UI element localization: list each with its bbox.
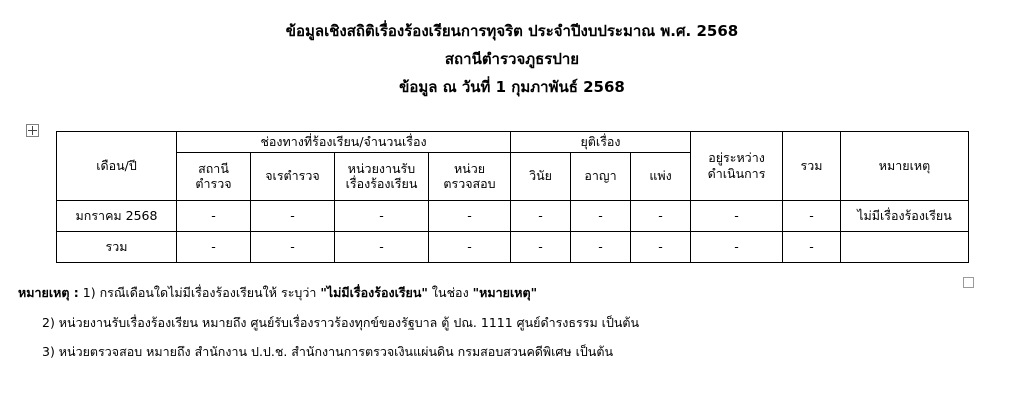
cell-month: มกราคม 2568 bbox=[57, 200, 177, 231]
cell-in-progress: - bbox=[691, 231, 783, 262]
statistics-table bbox=[56, 131, 969, 263]
table-row bbox=[57, 231, 969, 262]
cell-channel-station: - bbox=[177, 200, 251, 231]
header-closed-discipline: วินัย bbox=[511, 152, 571, 200]
table-row bbox=[57, 200, 969, 231]
page-subtitle-station: สถานีตำรวจภูธรปาย bbox=[444, 50, 580, 68]
document-title-block bbox=[0, 0, 1024, 95]
cell-closed-civil: - bbox=[631, 231, 691, 262]
header-in-progress-line2: ดำเนินการ bbox=[707, 165, 766, 181]
page-title: ข้อมูลเชิงสถิติเรื่องร้องเรียนการทุจริต ประจำปีงบประมาณ พ.ศ. 2568 bbox=[285, 22, 739, 40]
cell-channel-agency: - bbox=[335, 231, 429, 262]
table-move-handle-icon[interactable] bbox=[26, 124, 39, 137]
cell-remark: ไม่มีเรื่องร้องเรียน bbox=[841, 200, 969, 231]
header-channel-audit-line2: ตรวจสอบ bbox=[443, 176, 496, 192]
header-channel-audit-line1: หน่วย bbox=[453, 160, 486, 176]
cell-closed-civil: - bbox=[631, 200, 691, 231]
header-channel-agency-line1: หน่วยงานรับ bbox=[347, 160, 416, 176]
header-channel-group: ช่องทางที่ร้องเรียน/จำนวนเรื่อง bbox=[177, 132, 511, 153]
cell-channel-audit: - bbox=[429, 231, 511, 262]
cell-total: - bbox=[783, 231, 841, 262]
header-month: เดือน/ปี bbox=[57, 132, 177, 201]
cell-closed-criminal: - bbox=[571, 231, 631, 262]
header-channel-agency-line2: เรื่องร้องเรียน bbox=[345, 176, 418, 192]
note-line-3: 3) หน่วยตรวจสอบ หมายถึง สำนักงาน ป.ป.ช. สำนักงานการตรวจเงินแผ่นดิน กรมสอบสวนคดีพิเศษ เป็นต้น bbox=[42, 344, 613, 359]
header-remark: หมายเหตุ bbox=[841, 132, 969, 201]
cell-channel-station: - bbox=[177, 231, 251, 262]
header-closed-group: ยุติเรื่อง bbox=[511, 132, 691, 153]
cell-closed-criminal: - bbox=[571, 200, 631, 231]
cell-channel-inspector: - bbox=[251, 231, 335, 262]
header-channel-inspector: จเรตำรวจ bbox=[251, 152, 335, 200]
notes-section bbox=[18, 287, 998, 376]
note-line-1 bbox=[18, 287, 998, 300]
header-in-progress bbox=[691, 132, 783, 201]
notes-label: หมายเหตุ : bbox=[18, 285, 79, 300]
header-channel-station-line1: สถานี bbox=[198, 160, 229, 176]
cell-channel-agency: - bbox=[335, 200, 429, 231]
cell-month: รวม bbox=[57, 231, 177, 262]
note-1-emphasis-1: "ไม่มีเรื่องร้องเรียน" bbox=[320, 285, 428, 300]
cell-channel-inspector: - bbox=[251, 200, 335, 231]
note-1-emphasis-2: "หมายเหตุ" bbox=[472, 285, 538, 300]
note-1-text-a: 1) กรณีเดือนใดไม่มีเรื่องร้องเรียนให้ ระบุว่า bbox=[78, 285, 321, 300]
header-closed-criminal: อาญา bbox=[571, 152, 631, 200]
table-header-row-group bbox=[57, 132, 969, 153]
cell-total: - bbox=[783, 200, 841, 231]
cell-closed-discipline: - bbox=[511, 200, 571, 231]
cell-in-progress: - bbox=[691, 200, 783, 231]
cell-remark bbox=[841, 231, 969, 262]
header-channel-agency bbox=[335, 152, 429, 200]
header-channel-station-line2: ตำรวจ bbox=[195, 176, 232, 192]
page-subtitle-date: ข้อมูล ณ วันที่ 1 กุมภาพันธ์ 2568 bbox=[399, 78, 625, 96]
note-line-2: 2) หน่วยงานรับเรื่องร้องเรียน หมายถึง ศูนย์รับเรื่องราวร้องทุกข์ของรัฐบาล ตู้ ปณ. 1111 ศูนย์ดำรงธรรม เป็นต้น bbox=[42, 314, 640, 330]
header-channel-station bbox=[177, 152, 251, 200]
cell-channel-audit: - bbox=[429, 200, 511, 231]
note-1-text-b: ในช่อง bbox=[427, 285, 473, 300]
header-channel-audit bbox=[429, 152, 511, 200]
header-total: รวม bbox=[783, 132, 841, 201]
cell-closed-discipline: - bbox=[511, 231, 571, 262]
header-closed-civil: แพ่ง bbox=[631, 152, 691, 200]
statistics-table-wrapper bbox=[56, 131, 968, 263]
header-in-progress-line1: อยู่ระหว่าง bbox=[708, 150, 765, 166]
